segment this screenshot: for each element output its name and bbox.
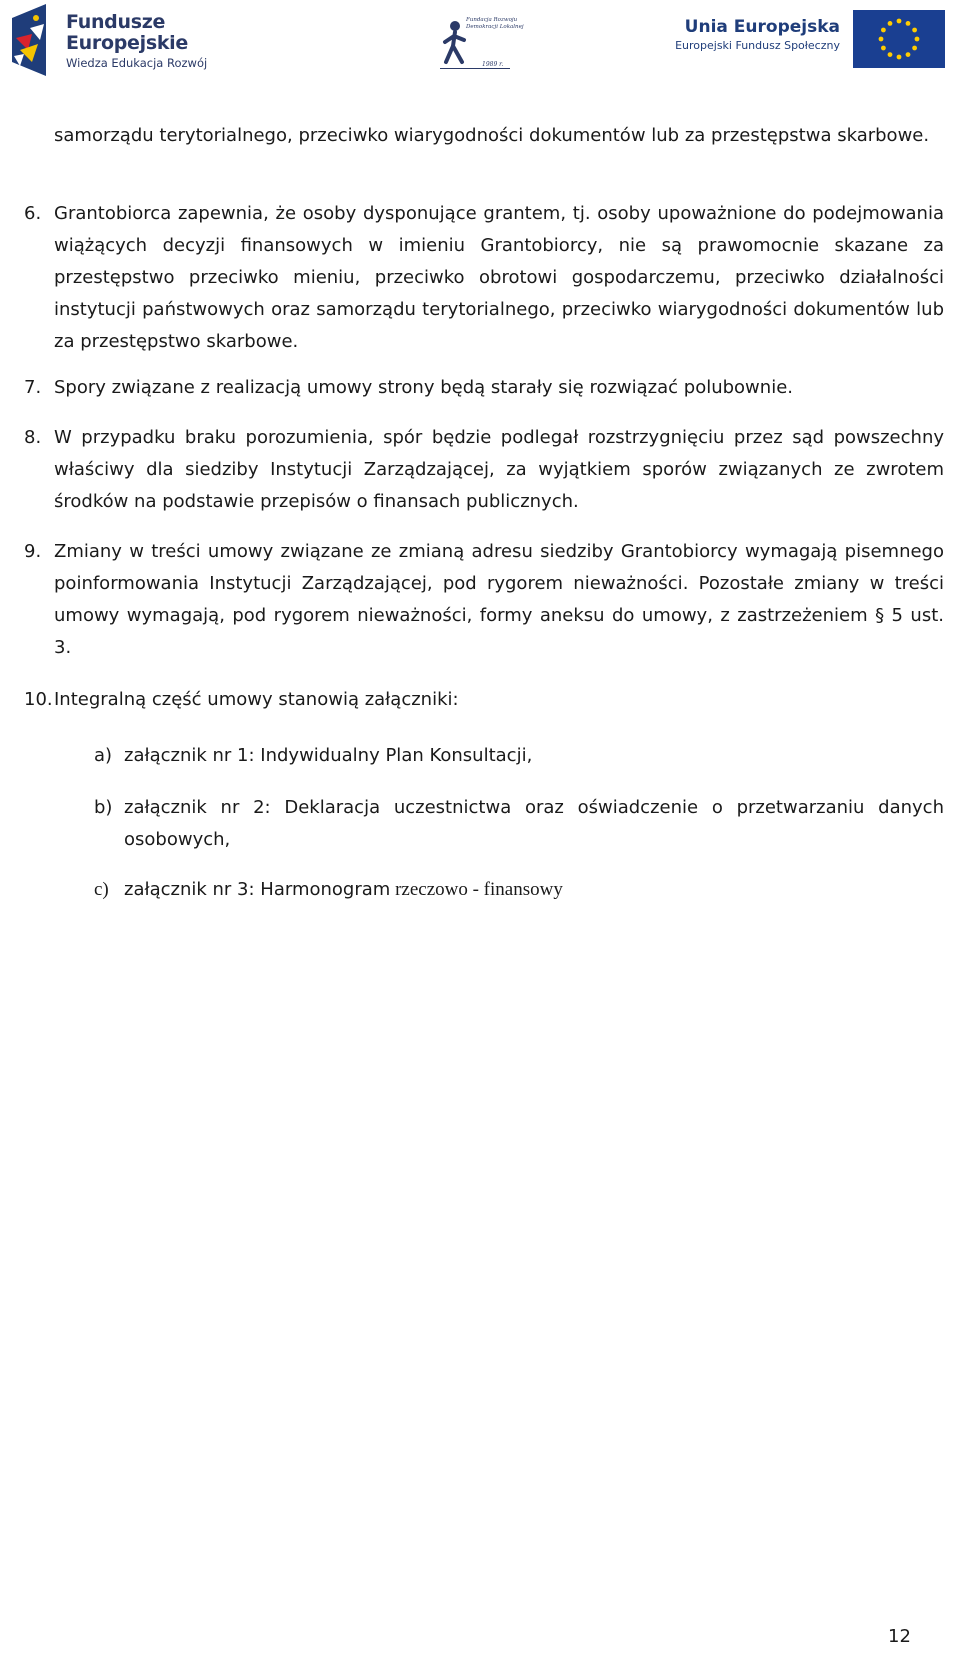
attachment-text-part2: rzeczowo - finansowy xyxy=(390,879,563,900)
eu-flag-icon xyxy=(853,10,945,68)
page-number: 12 xyxy=(888,1626,911,1647)
list-item-text: W przypadku braku porozumienia, spór będzie podlegał rozstrzygnięciu przez sąd powszechny właściwy dla siedziby Instytucji Zarządzającej, za wyjątkiem sporów związanych ze zwrotem środków na podstawie przepisów o finansach publicznych. xyxy=(54,427,944,512)
list-item-8 xyxy=(24,422,944,518)
logo-left-line3: Wiedza Edukacja Rozwój xyxy=(66,56,208,70)
fundusze-europejskie-mark-icon xyxy=(10,4,60,76)
attachment-item-a xyxy=(24,740,944,772)
list-item-text: Integralną część umowy stanowią załączniki: xyxy=(54,689,459,710)
list-item-7 xyxy=(24,372,944,404)
page-header xyxy=(0,0,960,80)
list-item-9 xyxy=(24,536,944,664)
attachment-text: załącznik nr 1: Indywidualny Plan Konsultacji, xyxy=(124,745,533,766)
list-item-number: 9. xyxy=(24,541,42,562)
intro-paragraph: samorządu terytorialnego, przeciwko wiarygodności dokumentów lub za przestępstwa skarbowe. xyxy=(54,125,930,146)
list-item-text: Zmiany w treści umowy związane ze zmianą adresu siedziby Grantobiorcy wymagają pisemnego poinformowania Instytucji Zarządzającej, pod rygorem nieważności. Pozostałe zmiany w treści umowy wymagają, pod rygorem nieważności, formy aneksu do umowy, z zastrzeżeniem § 5 ust. 3. xyxy=(54,541,944,658)
logo-center-line2: Demokracji Lokalnej xyxy=(466,24,524,30)
attachment-text xyxy=(124,874,944,906)
list-item-6 xyxy=(24,198,944,358)
list-item-text: Grantobiorca zapewnia, że osoby dysponujące grantem, tj. osoby upoważnione do podejmowania wiążących decyzji finansowych w imieniu Grantobiorcy, nie są prawomocnie skazane za przestępstwo przeciwko mieniu, przeciwko obrotowi gospodarczemu, przeciwko działalności instytucji państwowych oraz samorządu terytorialnego, przeciwko wiarygodności dokumentów lub za przestępstwo skarbowe. xyxy=(54,203,944,352)
list-item-number: 7. xyxy=(24,377,42,398)
list-item-10 xyxy=(24,684,944,716)
attachment-text: załącznik nr 2: Deklaracja uczestnictwa oraz oświadczenie o przetwarzaniu danych osobowych, xyxy=(124,797,944,850)
unia-europejska-wordmark xyxy=(675,16,840,54)
unia-europejska-logo xyxy=(675,10,945,72)
fundacja-logo xyxy=(440,14,524,70)
attachment-item-c xyxy=(24,874,944,906)
logo-center-line1: Fundacja Rozwoju xyxy=(466,17,518,23)
logo-left-line2: Europejskie xyxy=(66,32,188,54)
attachment-letter: a) xyxy=(94,745,113,766)
fundusze-europejskie-wordmark xyxy=(66,12,207,72)
logo-right-line2: Europejski Fundusz Społeczny xyxy=(675,39,840,52)
fundusze-europejskie-logo xyxy=(10,4,230,76)
attachment-text-part1: załącznik nr 3: Harmonogram xyxy=(124,879,391,900)
attachment-letter: c) xyxy=(94,879,109,900)
logo-center-divider xyxy=(440,68,510,69)
list-item-number: 10. xyxy=(24,689,53,710)
attachment-letter: b) xyxy=(94,797,113,818)
list-item-number: 8. xyxy=(24,427,42,448)
attachment-item-b xyxy=(24,792,944,856)
list-item-number: 6. xyxy=(24,203,42,224)
logo-center-year: 1989 r. xyxy=(482,61,504,68)
logo-left-line1: Fundusze xyxy=(66,11,166,33)
logo-right-line1: Unia Europejska xyxy=(684,17,840,37)
list-item-text: Spory związane z realizacją umowy strony będą starały się rozwiązać polubownie. xyxy=(54,377,793,398)
